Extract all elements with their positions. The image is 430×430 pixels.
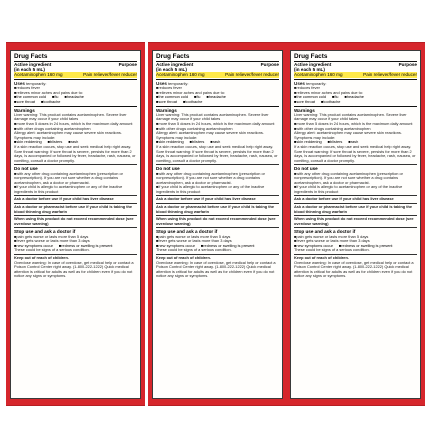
do-not-use-label: Do not use [14,166,38,172]
per-label: (in each 5 mL) [294,67,325,73]
stop-item: ■ pain gets worse or lasts more than 5 days [294,235,417,240]
drug-facts-title: Drug Facts [294,53,417,62]
overdose-warning: Overdose warning: In case of overdose, get medical help or contact a Poison Control Center right away. (1-800-222-1222) Quick medical attention is critical for adults as well as for children even if you do not notice any signs or symptoms. [156,259,276,279]
allergy-tail: If a skin reaction occurs, stop use and seek medical help right away. [294,143,412,149]
ingredient-text: Acetaminophen 160 mg [14,72,63,78]
liver-item: ■ more than 5 doses in 24 hours, which is the maximum daily amount [14,122,137,127]
per-label: (in each 5 mL) [156,67,187,73]
uses-label: Uses [294,80,305,86]
warnings-label: Warnings [156,107,177,113]
uses-sub-item: ■ flu [194,95,200,100]
do-not-use-item: ■ with any other drug containing acetaminophen (prescription or nonprescription). If you are not sure whether a drug contains acetaminophen, ask a doctor or pharmacist. [156,172,279,186]
stop-item: ■ fever gets worse or lasts more than 3 days [14,239,137,244]
uses-sub-item: ■ sore throat [294,100,315,105]
purpose-text: Pain reliever/fever reducer [363,72,417,78]
allergy-alert: Allergy alert: acetaminophen may cause severe skin reactions. Symptoms may include: [156,130,264,140]
allergy-item: ■ skin reddening [156,140,184,145]
ask-doctor: Ask a doctor before use if your child has liver disease [14,196,114,202]
do-not-use-item: ■ with any other drug containing acetaminophen (prescription or nonprescription). If you are not sure whether a drug contains acetaminophen, ask a doctor or pharmacist. [294,172,417,186]
uses-sub-item: ■ headache [64,95,83,100]
uses-sub-item: ■ the common cold [294,95,326,100]
uses-item: ■ relieves minor aches and pains due to: [156,91,279,96]
when-using: When using this product do not exceed recommended dose (see overdose warning) [14,216,134,226]
stop-use-label: Stop use and ask a doctor if [156,229,218,235]
drug-facts-title: Drug Facts [14,53,137,62]
when-using: When using this product do not exceed recommended dose (see overdose warning) [156,216,276,226]
purpose-label: Purpose [260,62,279,67]
uses-sub-item: ■ headache [344,95,363,100]
do-not-use-item: ■ if your child is allergic to acetaminophen or any of the inactive ingredients in this product [156,185,279,194]
stop-item: ■ redness or swelling is present [339,244,393,249]
warnings-label: Warnings [294,107,315,113]
keep-out: Keep out of reach of children. [156,255,211,261]
stop-item: ■ fever gets worse or lasts more than 3 days [294,239,417,244]
allergy-item: ■ blisters [190,140,205,145]
allergy-alert: Allergy alert: acetaminophen may cause severe skin reactions. Symptoms may include: [294,130,402,140]
stop-item: ■ redness or swelling is present [201,244,255,249]
overdose-warning: Overdose warning: In case of overdose, get medical help or contact a Poison Control Center right away. (1-800-222-1222) Quick medical attention is critical for adults as well as for children even if you do not notice any signs or symptoms. [14,259,134,279]
per-label: (in each 5 mL) [14,67,45,73]
liver-item: ■ more than 5 doses in 24 hours, which is the maximum daily amount [294,122,417,127]
uses-item: ■ relieves minor aches and pains due to: [294,91,417,96]
do-not-use-item: ■ if your child is allergic to acetaminophen or any of the inactive ingredients in this product [294,185,417,194]
uses-intro: temporarily: [168,80,189,86]
carton-panel-2 [148,42,287,406]
uses-item: ■ reduces fever [14,86,137,91]
liver-item: ■ more than 5 doses in 24 hours, which is the maximum daily amount [156,122,279,127]
carton-panel-1 [6,42,145,406]
allergy-item: ■ rash [348,140,358,145]
warnings-label: Warnings [14,107,35,113]
stop-item: ■ pain gets worse or lasts more than 5 days [156,235,279,240]
uses-intro: temporarily: [306,80,327,86]
ingredient-text: Acetaminophen 160 mg [156,72,205,78]
uses-item: ■ reduces fever [294,86,417,91]
liver-item: ■ with other drugs containing acetaminophen [14,127,137,132]
liver-item: ■ with other drugs containing acetaminophen [294,127,417,132]
uses-sub-item: ■ toothache [41,100,60,105]
do-not-use-label: Do not use [294,166,318,172]
purpose-label: Purpose [118,62,137,67]
uses-label: Uses [14,80,25,86]
liver-warning: Liver warning: This product contains acetaminophen. Severe liver damage may occur if your child takes [156,111,269,122]
allergy-alert: Allergy alert: acetaminophen may cause severe skin reactions. Symptoms may include: [14,130,122,140]
active-ingredient-label: Active ingredient [294,62,332,67]
sore-throat-warning: Sore throat warning: If sore throat is severe, persists for more than 2 days, is accompanied or followed by fever, headache, rash, nausea, or vomiting, consult a doctor promptly. [14,148,136,163]
allergy-item: ■ skin reddening [14,140,42,145]
ask-pharmacist: Ask a doctor or pharmacist before use if your child is taking the blood thinning drug warfarin [14,204,133,214]
stop-item: ■ new symptoms occur [156,244,195,249]
sore-throat-warning: Sore throat warning: If sore throat is severe, persists for more than 2 days, is accompanied or followed by fever, headache, rash, nausea, or vomiting, consult a doctor promptly. [156,148,278,163]
keep-out: Keep out of reach of children. [14,255,69,261]
keep-out: Keep out of reach of children. [294,255,349,261]
uses-item: ■ reduces fever [156,86,279,91]
stop-use-label: Stop use and ask a doctor if [14,229,76,235]
drug-facts-card-1 [10,50,141,399]
ask-doctor: Ask a doctor before use if your child has liver disease [294,196,394,202]
uses-label: Uses [156,80,167,86]
allergy-tail: If a skin reaction occurs, stop use and seek medical help right away. [156,143,274,149]
purpose-label: Purpose [398,62,417,67]
uses-sub-item: ■ flu [52,95,58,100]
active-ingredient-label: Active ingredient [156,62,194,67]
overdose-warning: Overdose warning: In case of overdose, get medical help or contact a Poison Control Center right away. (1-800-222-1222) Quick medical attention is critical for adults as well as for children even if you do not notice any signs or symptoms. [294,259,414,279]
sore-throat-warning: Sore throat warning: If sore throat is severe, persists for more than 2 days, is accompanied or followed by fever, headache, rash, nausea, or vomiting, consult a doctor promptly. [294,148,416,163]
stop-item: ■ new symptoms occur [14,244,53,249]
allergy-item: ■ blisters [48,140,63,145]
allergy-item: ■ rash [68,140,78,145]
liver-warning: Liver warning: This product contains acetaminophen. Severe liver damage may occur if your child takes [294,111,407,122]
drug-facts-title: Drug Facts [156,53,279,62]
uses-sub-item: ■ headache [206,95,225,100]
uses-sub-item: ■ toothache [321,100,340,105]
stop-tail: These could be signs of a serious condition. [156,247,232,253]
liver-item: ■ with other drugs containing acetaminophen [156,127,279,132]
liver-warning: Liver warning: This product contains acetaminophen. Severe liver damage may occur if your child takes [14,111,127,122]
do-not-use-item: ■ with any other drug containing acetaminophen (prescription or nonprescription). If you are not sure whether a drug contains acetaminophen, ask a doctor or pharmacist. [14,172,137,186]
uses-sub-item: ■ the common cold [156,95,188,100]
allergy-item: ■ blisters [328,140,343,145]
uses-sub-item: ■ flu [332,95,338,100]
purpose-text: Pain reliever/fever reducer [225,72,279,78]
purpose-text: Pain reliever/fever reducer [83,72,137,78]
uses-item: ■ relieves minor aches and pains due to: [14,91,137,96]
stop-tail: These could be signs of a serious condition. [14,247,90,253]
do-not-use-label: Do not use [156,166,180,172]
uses-sub-item: ■ sore throat [156,100,177,105]
ingredient-text: Acetaminophen 160 mg [294,72,343,78]
stop-tail: These could be signs of a serious condition. [294,247,370,253]
when-using: When using this product do not exceed recommended dose (see overdose warning) [294,216,414,226]
uses-sub-item: ■ toothache [183,100,202,105]
drug-facts-card-3 [290,50,421,399]
ask-doctor: Ask a doctor before use if your child has liver disease [156,196,256,202]
stop-use-label: Stop use and ask a doctor if [294,229,356,235]
stop-item: ■ fever gets worse or lasts more than 3 days [156,239,279,244]
allergy-item: ■ rash [210,140,220,145]
stop-item: ■ pain gets worse or lasts more than 5 days [14,235,137,240]
active-ingredient-label: Active ingredient [14,62,52,67]
uses-sub-item: ■ the common cold [14,95,46,100]
allergy-tail: If a skin reaction occurs, stop use and seek medical help right away. [14,143,132,149]
uses-intro: temporarily: [26,80,47,86]
drug-facts-card-2 [152,50,283,399]
allergy-item: ■ skin reddening [294,140,322,145]
stop-item: ■ redness or swelling is present [59,244,113,249]
uses-sub-item: ■ sore throat [14,100,35,105]
ask-pharmacist: Ask a doctor or pharmacist before use if your child is taking the blood thinning drug warfarin [294,204,413,214]
stop-item: ■ new symptoms occur [294,244,333,249]
ask-pharmacist: Ask a doctor or pharmacist before use if your child is taking the blood thinning drug warfarin [156,204,275,214]
carton-panel-3 [286,42,425,406]
do-not-use-item: ■ if your child is allergic to acetaminophen or any of the inactive ingredients in this product [14,185,137,194]
